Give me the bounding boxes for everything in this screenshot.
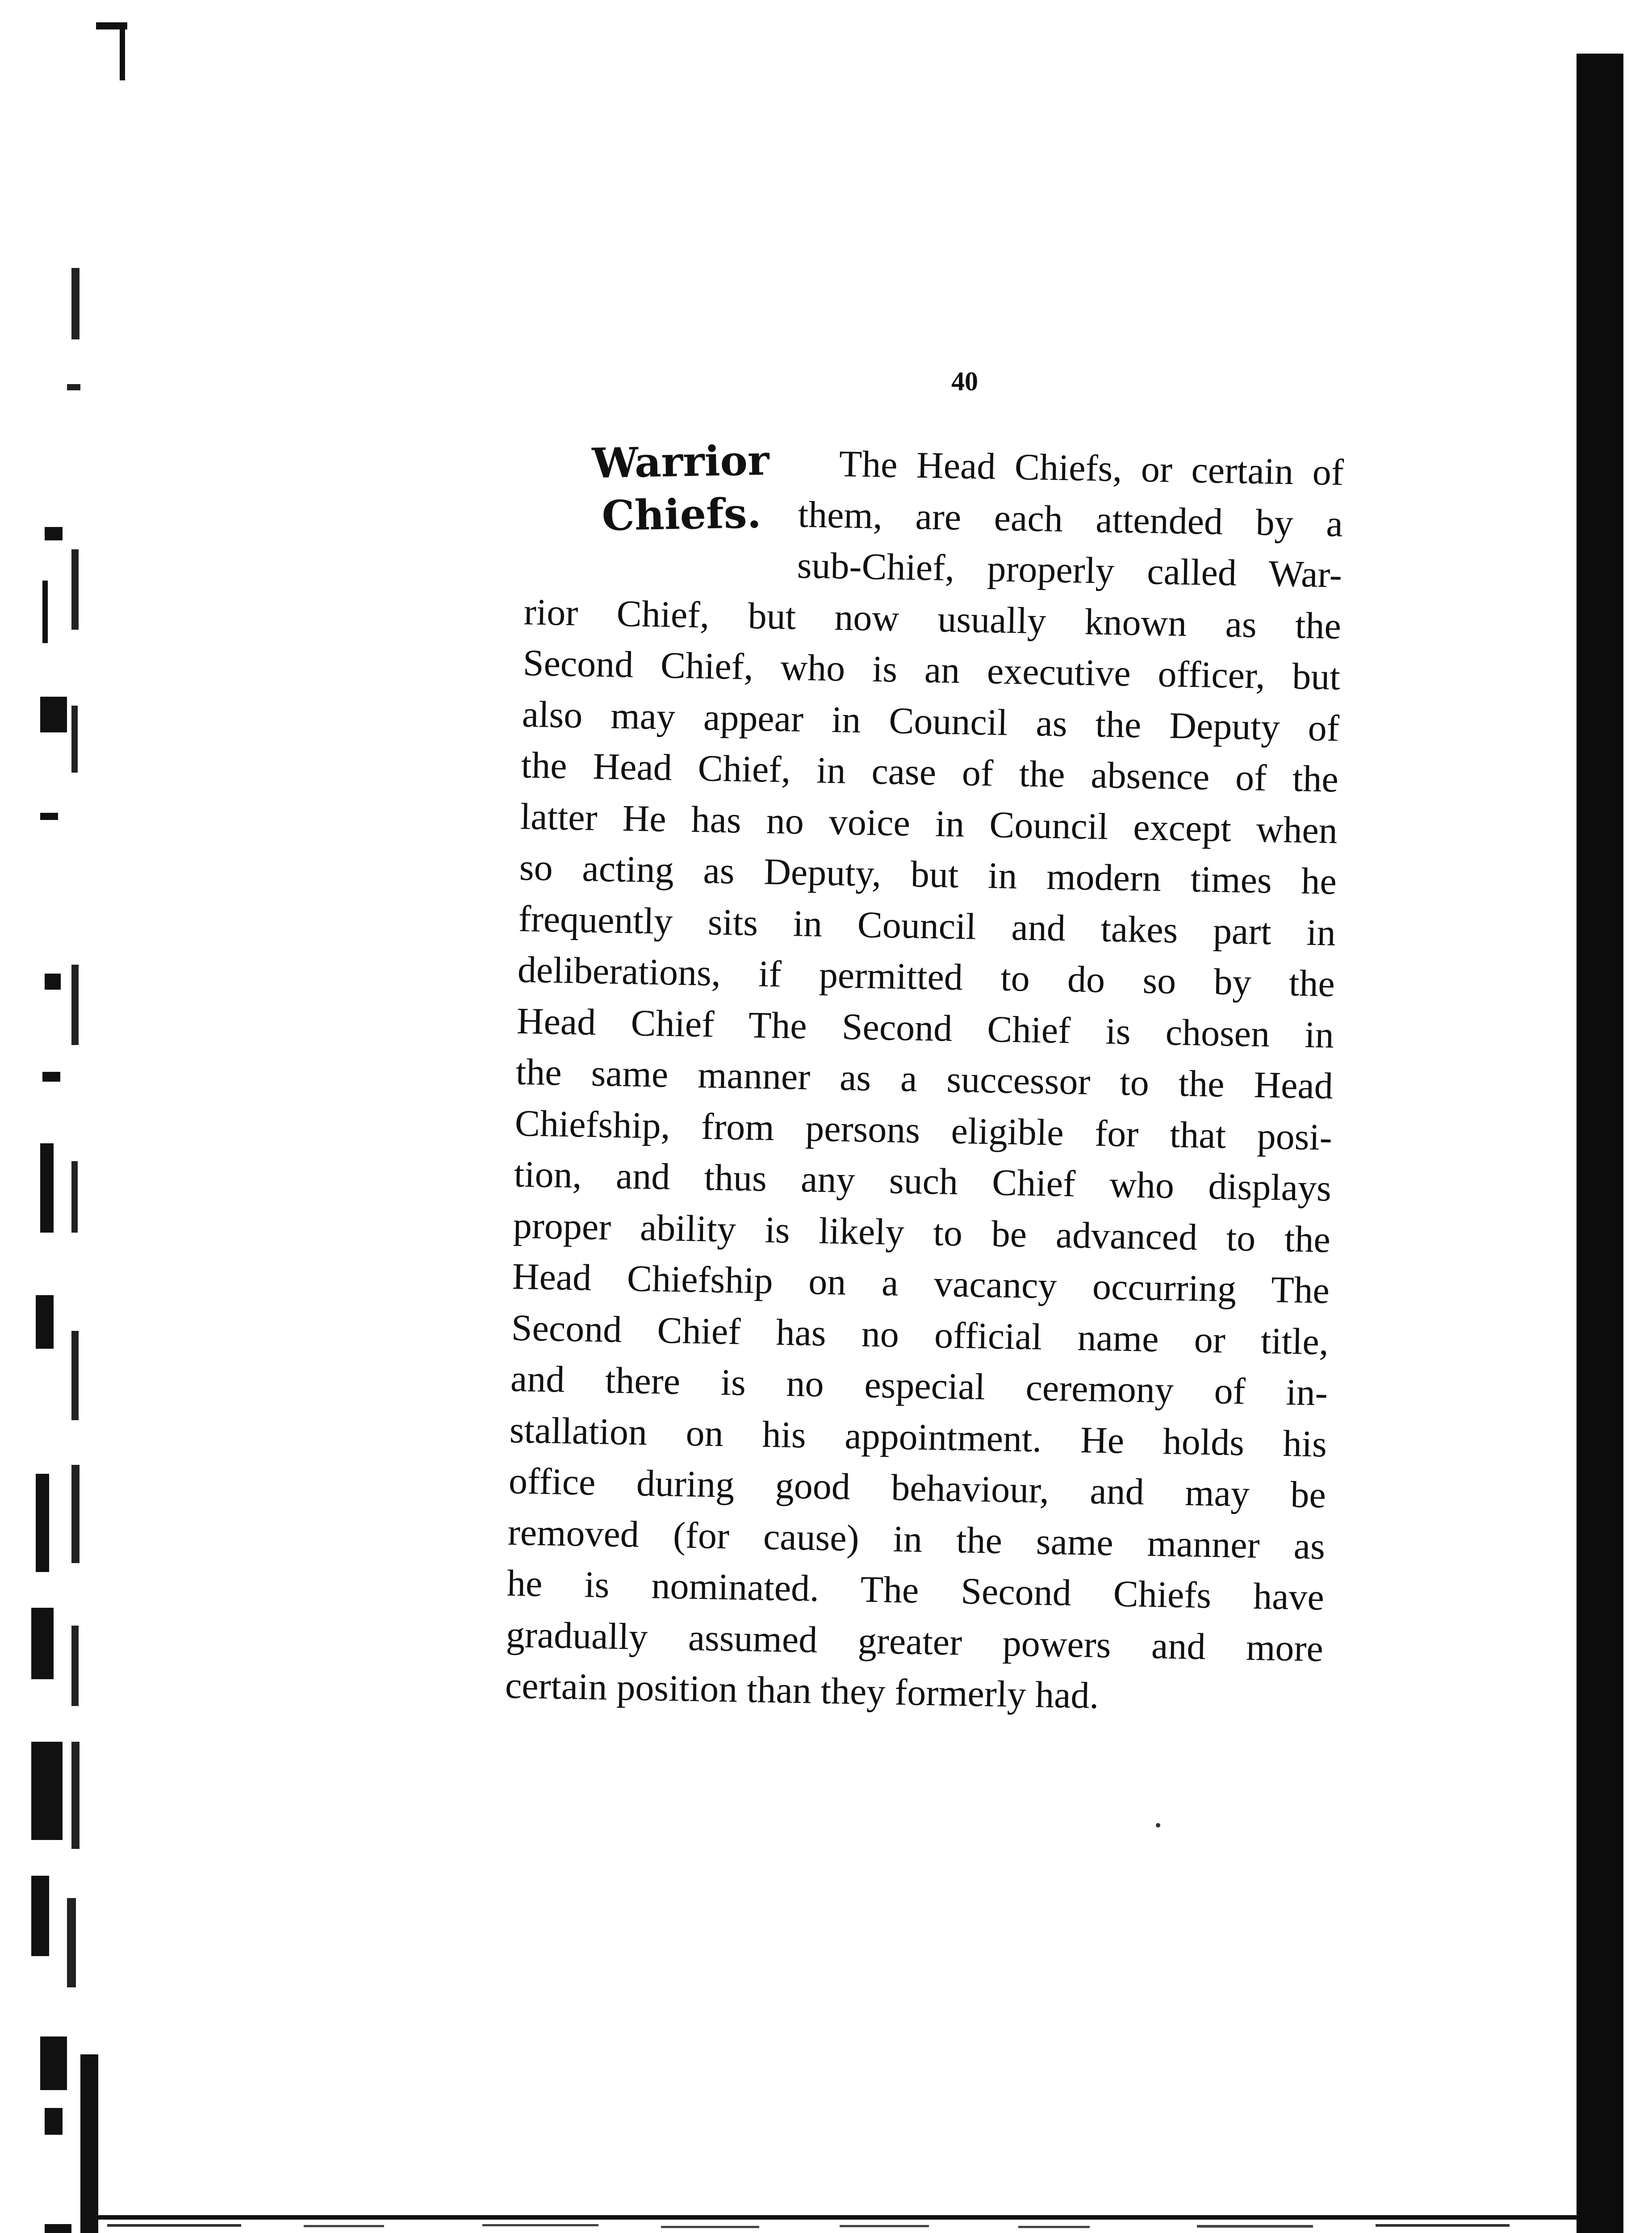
text-line: deliberations, if permitted to do so by the <box>517 949 1335 1005</box>
left-scan-edge <box>0 0 143 2233</box>
text-line: stallation on his appointment. He holds his <box>509 1409 1327 1465</box>
text-line: removed (for cause) in the same manner as <box>507 1511 1326 1568</box>
page-number: 40 <box>951 367 978 396</box>
text-line: also may appear in Council as the Deputy of <box>522 693 1340 749</box>
text-line: office during good behaviour, and may be <box>508 1460 1326 1516</box>
text-line: and there is no especial ceremony of in- <box>510 1358 1328 1414</box>
text-line: the Head Chief, in case of the absence of the <box>521 744 1339 800</box>
text-line: so acting as Deputy, but in modern times he <box>519 846 1337 903</box>
text-line: Second Chief, who is an executive officer, but <box>523 642 1341 698</box>
text-line: proper ability is likely to be advanced to the <box>513 1204 1331 1261</box>
text-line: frequently sits in Council and takes part in <box>518 898 1336 954</box>
body-paragraph <box>505 433 1344 1726</box>
margin-heading-line-1: Warrior <box>591 436 770 488</box>
text-line: Head Chiefship on a vacancy occurring The <box>512 1255 1330 1312</box>
scan-speck <box>1156 1823 1160 1827</box>
text-line: the same manner as a successor to the Head <box>515 1051 1334 1107</box>
text-line: latter He has no voice in Council except when <box>520 795 1338 852</box>
right-scan-edge <box>1577 54 1623 2233</box>
text-line: The Head Chiefs, or certain of <box>839 443 1344 493</box>
margin-heading-line-2: Chiefs. <box>601 489 762 540</box>
text-line: he is nominated. The Second Chiefs have <box>506 1562 1325 1618</box>
text-line: sub-Chief, properly called War- <box>797 544 1343 596</box>
text-line: certain position than they formerly had. <box>505 1664 1100 1717</box>
text-line: them, are each attended by a <box>798 493 1343 545</box>
text-line: Head Chief The Second Chief is chosen in <box>516 1000 1334 1056</box>
bottom-scan-edge <box>80 2206 1577 2233</box>
text-line: Chiefship, from persons eligible for that posi- <box>514 1102 1333 1158</box>
text-line: tion, and thus any such Chief who displays <box>514 1153 1332 1209</box>
text-line: Second Chief has no official name or title, <box>511 1307 1329 1363</box>
text-line: rior Chief, but now usually known as the <box>523 591 1342 647</box>
text-line: gradually assumed greater powers and more <box>506 1614 1324 1670</box>
